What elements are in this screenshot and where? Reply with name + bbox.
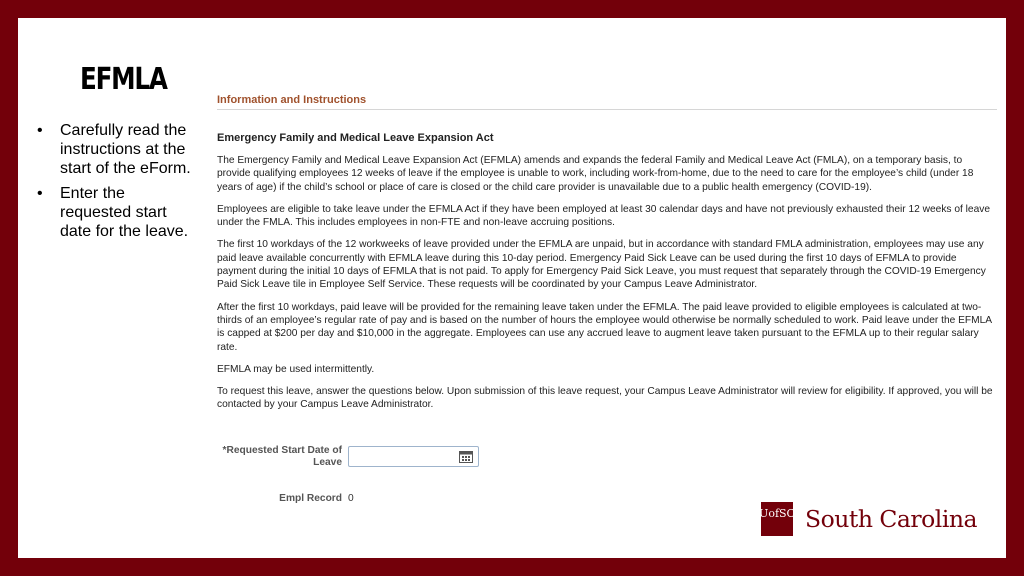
- calendar-icon[interactable]: [459, 450, 473, 463]
- section-header: Information and Instructions: [217, 94, 997, 110]
- start-date-row: [217, 443, 617, 483]
- bullet-list: [32, 121, 192, 247]
- bullet-dot: •: [37, 122, 43, 139]
- form-fields: [217, 443, 617, 511]
- start-date-label: *Requested Start Date of Leave: [222, 445, 342, 468]
- paragraph: The Emergency Family and Medical Leave Expansion Act (EFMLA) amends and expands the federal Family and Medical Leave Act (FMLA), on a temporary basis, to provide qualifying employees 12 weeks of leave if the employee is unable to work, including work-from-home, due to the need to care for the employee’s child (under 18 years of age) if the child’s school or place of care is closed or the child care provider is unavailable due to a public health emergency (COVID-19).: [217, 155, 974, 193]
- usc-logo: [761, 502, 977, 536]
- paragraph: After the first 10 workdays, paid leave will be provided for the remaining leave taken under the EFMLA. The paid leave provided to eligible employees is calculated at two-thirds of an employee’s regular rate of pay and is based on the number of hours the employee would otherwise be normally scheduled to work. Paid leave under the EFMLA is capped at $200 per day and $10,000 in the aggregate. Employees can use any accrued leave to augment leave taken pursuant to the EFMLA up to their regular salary rate.: [217, 301, 992, 353]
- paragraph: EFMLA may be used intermittently.: [217, 363, 375, 375]
- svg-text:UofSC: UofSC: [759, 507, 795, 520]
- empl-record-row: [217, 483, 617, 511]
- paragraph: Employees are eligible to take leave under the EFMLA Act if they have been employed at least 30 calendar days and have not previously exhausted their 12 weeks of leave under the FMLA. This includes employees in non-FTE and non-leave accruing positions.: [217, 203, 991, 229]
- bullet-item: [32, 121, 192, 178]
- bullet-dot: •: [37, 185, 43, 202]
- empl-record-value: 0: [348, 493, 354, 504]
- eform-panel: [217, 94, 997, 412]
- slide: [18, 18, 1006, 558]
- slide-title: EFMLA: [80, 62, 167, 97]
- empl-record-label: Empl Record: [279, 493, 342, 504]
- paragraph: To request this leave, answer the questions below. Upon submission of this leave request, your Campus Leave Administrator will review for eligibility. If approved, you will be contacted by your Campus Leave Administrator.: [217, 386, 993, 411]
- paragraph: The first 10 workdays of the 12 workweeks of leave provided under the EFMLA are unpaid, but in accordance with standard FMLA administration, employees may use any paid leave available concurrently with EFMLA leave during this 10-day period. Emergency Paid Sick Leave can be used during the first 10 days of EFMLA to provide payment during the initial 10 days of EFMLA that is not paid. To apply for Emergency Paid Sick Leave, you must request that separately through the COVID-19 Emergency Paid Sick Leave tile in Employee Self Service. These requests will be coordinated by your Campus Leave Administrator.: [217, 239, 986, 291]
- act-heading: Emergency Family and Medical Leave Expansion Act: [217, 132, 494, 144]
- uofsc-logo-mark: [761, 502, 793, 536]
- logo-text: South Carolina: [805, 505, 977, 533]
- bullet-item: [32, 184, 192, 241]
- bullet-text: Carefully read the instructions at the start of the eForm.: [60, 122, 191, 177]
- bullet-text: Enter the requested start date for the leave.: [60, 185, 189, 240]
- start-date-input[interactable]: [348, 446, 479, 467]
